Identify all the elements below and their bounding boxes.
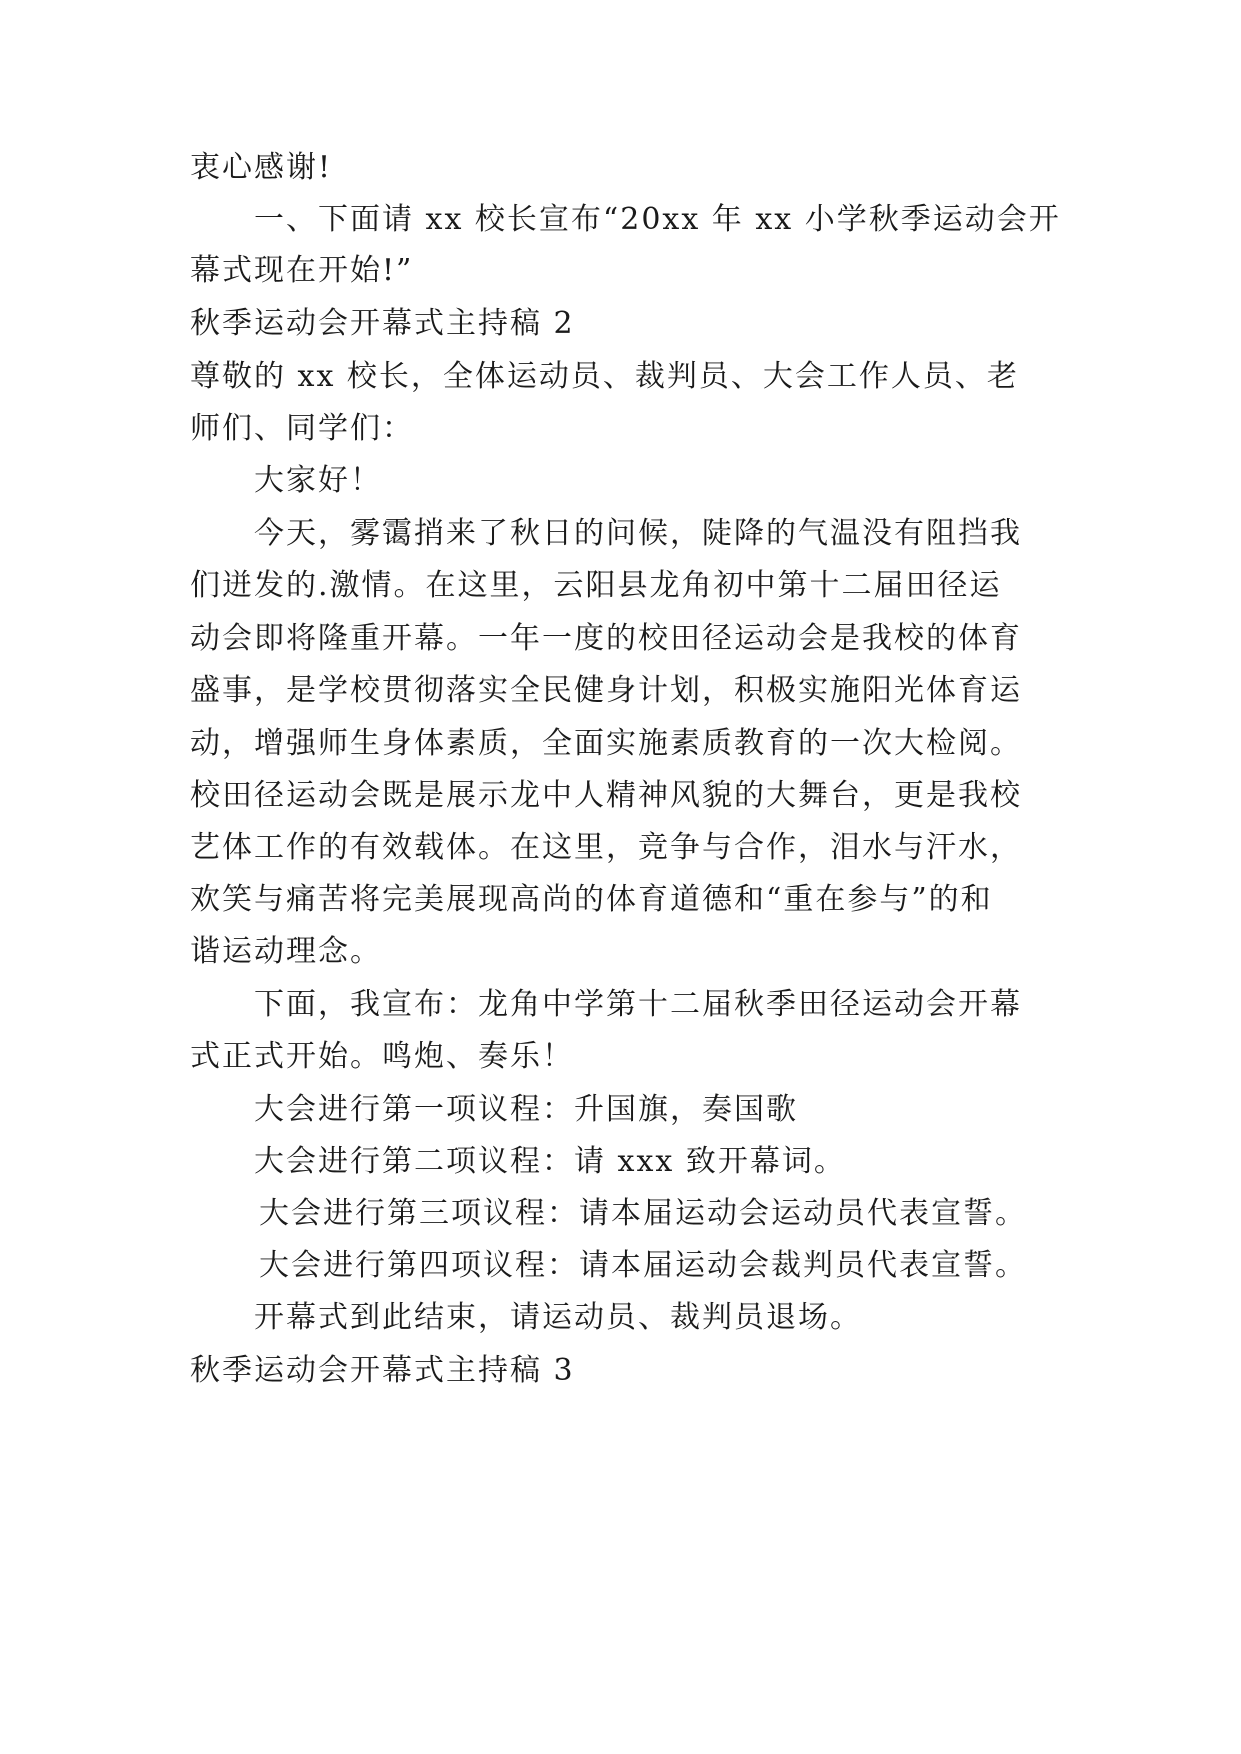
agenda-item: 大会进行第四项议程：请本届运动会裁判员代表宣誓。: [259, 1248, 1027, 1283]
paragraph-line: 欢笑与痛苦将完美展现高尚的体育道德和“重在参与”的和: [190, 882, 993, 917]
paragraph-line: 们迸发的.激情。在这里，云阳县龙角初中第十二届田径运: [190, 568, 1002, 603]
paragraph-line: 今天，雾霭捎来了秋日的问候，陡降的气温没有阻挡我: [254, 516, 1022, 551]
text-line-closing-thanks: 衷心感谢!: [190, 150, 333, 185]
paragraph-line: 艺体工作的有效载体。在这里，竞争与合作，泪水与汗水，: [190, 830, 1022, 865]
paragraph-line: 校田径运动会既是展示龙中人精神风貌的大舞台，更是我校: [190, 778, 1022, 813]
paragraph-line: 式正式开始。鸣炮、奏乐！: [190, 1039, 574, 1074]
paragraph-line: 下面，我宣布：龙角中学第十二届秋季田径运动会开幕: [254, 987, 1022, 1022]
greeting-line: 大家好！: [254, 463, 382, 498]
agenda-item: 大会进行第三项议程：请本届运动会运动员代表宣誓。: [259, 1196, 1027, 1231]
paragraph-line: 盛事，是学校贯彻落实全民健身计划，积极实施阳光体育运: [190, 673, 1022, 708]
agenda-item: 大会进行第一项议程：升国旗，奏国歌: [254, 1092, 798, 1127]
salutation-line: 尊敬的 xx 校长，全体运动员、裁判员、大会工作人员、老: [190, 359, 1019, 394]
section-title: 秋季运动会开幕式主持稿 2: [190, 306, 575, 341]
section-title: 秋季运动会开幕式主持稿 3: [190, 1353, 575, 1388]
closing-line: 开幕式到此结束，请运动员、裁判员退场。: [254, 1300, 862, 1335]
agenda-item: 大会进行第二项议程：请 xxx 致开幕词。: [254, 1144, 846, 1179]
text-line: 幕式现在开始!”: [190, 253, 414, 288]
paragraph-line: 谐运动理念。: [190, 934, 382, 969]
paragraph-line: 动会即将隆重开幕。一年一度的校田径运动会是我校的体育: [190, 621, 1022, 656]
text-line: 一、下面请 xx 校长宣布“20xx 年 xx 小学秋季运动会开: [254, 202, 1061, 237]
paragraph-line: 动，增强师生身体素质，全面实施素质教育的一次大检阅。: [190, 726, 1022, 761]
salutation-line: 师们、同学们：: [190, 411, 414, 446]
